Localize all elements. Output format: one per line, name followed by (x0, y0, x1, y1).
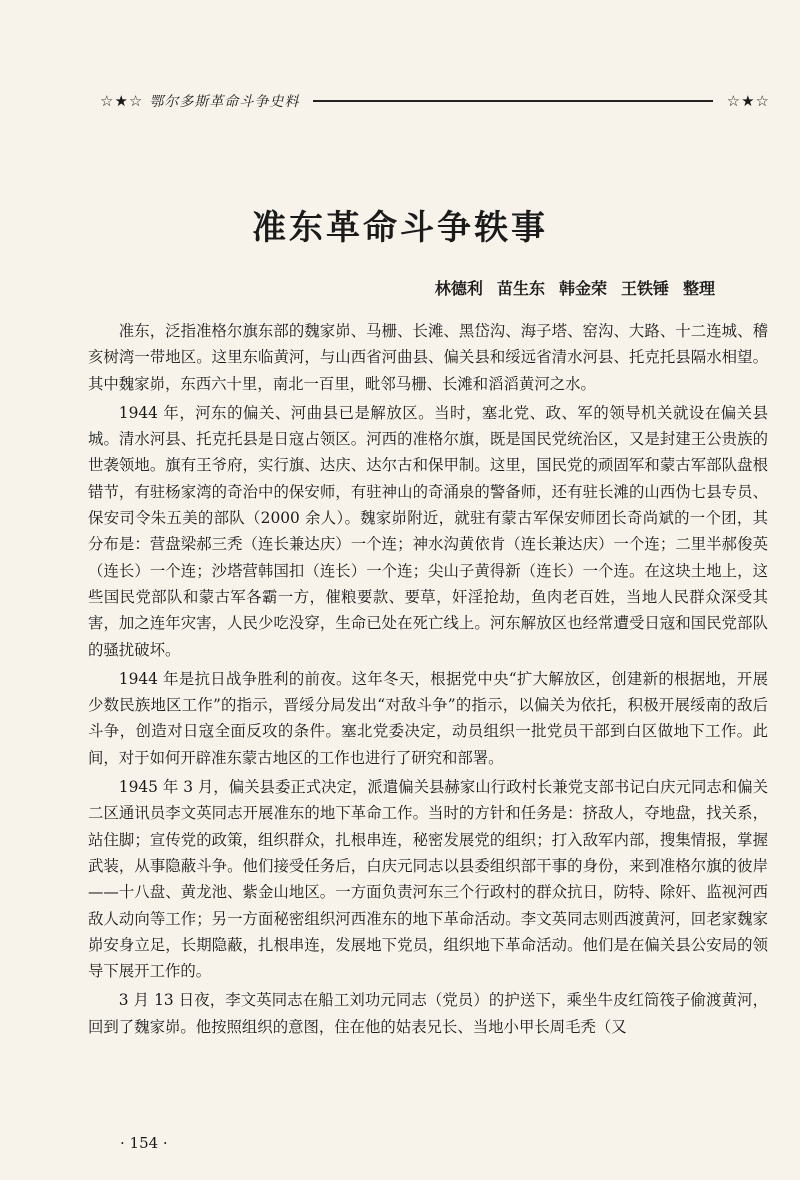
header-rule (313, 100, 712, 102)
article-title: 准东革命斗争轶事 (252, 208, 548, 248)
star-ornament-left: ☆★☆ (100, 92, 144, 110)
author-name: 苗生东 (496, 279, 545, 298)
author-name: 韩金荣 (558, 279, 607, 298)
author-name: 王铁锤 (620, 279, 669, 298)
body-paragraph: 1944 年，河东的偏关、河曲县已是解放区。当时，塞北党、政、军的领导机关就设在偏关县城。清水河县、托克托县是日寇占领区。河西的准格尔旗，既是国民党统治区，又是封建王公贵族的世袭领地。旗有王爷府，实行旗、达庆、达尔古和保甲制。这里，国民党的顽固军和蒙古军部队盘根错节，有驻杨家湾的奇治中的保安师，有驻神山的奇涌泉的警备师，还有驻长滩的山西伪七县专员、保安司令朱五美的部队（2000 余人）。魏家峁附近，就驻有蒙古军保安师团长奇尚斌的一个团，其分布是：营盘梁郝三秃（连长兼达庆）一个连；神水沟黄依肯（连长兼达庆）一个连；二里半郝俊英（连长）一个连；沙塔营韩国扣（连长）一个连；尖山子黄得新（连长）一个连。在这块土地上，这些国民党部队和蒙古军各霸一方，催粮要款、要草，奸淫抢劫，鱼肉老百姓，当地人民群众深受其害，加之连年灾害，人民少吃没穿，生命已处在死亡线上。河东解放区也经常遭受日寇和国民党部队的骚扰破坏。 (88, 403, 768, 659)
body-paragraph: 1944 年是抗日战争胜利的前夜。这年冬天，根据党中央“扩大解放区，创建新的根据地，开展少数民族地区工作”的指示，晋绥分局发出“对敌斗争”的指示，以偏关为依托，积极开展绥南的敌后斗争，创造对日寇全面反攻的条件。塞北党委决定，动员组织一批党员干部到白区做地下工作。此间，对于如何开辟准东蒙古地区的工作也进行了研究和部署。 (88, 669, 768, 767)
author-name: 林德利 (434, 279, 483, 298)
series-title: 鄂尔多斯革命斗争史料 (149, 94, 300, 110)
body-paragraph: 3 月 13 日夜，李文英同志在船工刘功元同志（党员）的护送下，乘坐牛皮红筒筏子偷渡黄河，回到了魏家峁。他按照组织的意图，住在他的姑表兄长、当地小甲长周毛秃（又 (88, 991, 768, 1036)
running-header (100, 90, 770, 112)
body-paragraph: 准东，泛指准格尔旗东部的魏家峁、马栅、长滩、黑岱沟、海子塔、窑沟、大路、十二连城、稽亥树湾一带地区。这里东临黄河，与山西省河曲县、偏关县和绥远省清水河县、托克托县隔水相望。其中魏家峁，东西六十里，南北一百里，毗邻马栅、长滩和滔滔黄河之水。 (88, 322, 768, 393)
editor-note: 整理 (682, 279, 715, 298)
star-ornament-right: ☆★☆ (726, 92, 770, 110)
article-body (88, 318, 768, 1043)
page-number: · 154 · (120, 1134, 168, 1152)
author-line (435, 276, 715, 299)
body-paragraph: 1945 年 3 月，偏关县委正式决定，派遣偏关县赫家山行政村长兼党支部书记白庆元同志和偏关二区通讯员李文英同志开展准东的地下革命工作。当时的方针和任务是：挤敌人，夺地盘，找关系，站住脚；宣传党的政策，组织群众，扎根串连，秘密发展党的组织；打入敌军内部，搜集情报，掌握武装，从事隐蔽斗争。他们接受任务后，白庆元同志以县委组织部干事的身份，来到准格尔旗的彼岸——十八盘、黄龙池、紫金山地区。一方面负责河东三个行政村的群众抗日，防特、除奸、监视河西敌人动向等工作；另一方面秘密组织河西准东的地下革命活动。李文英同志则西渡黄河，回老家魏家峁安身立足，长期隐蔽，扎根串连，发展地下党员，组织地下革命活动。他们是在偏关县公安局的领导下展开工作的。 (88, 778, 768, 981)
